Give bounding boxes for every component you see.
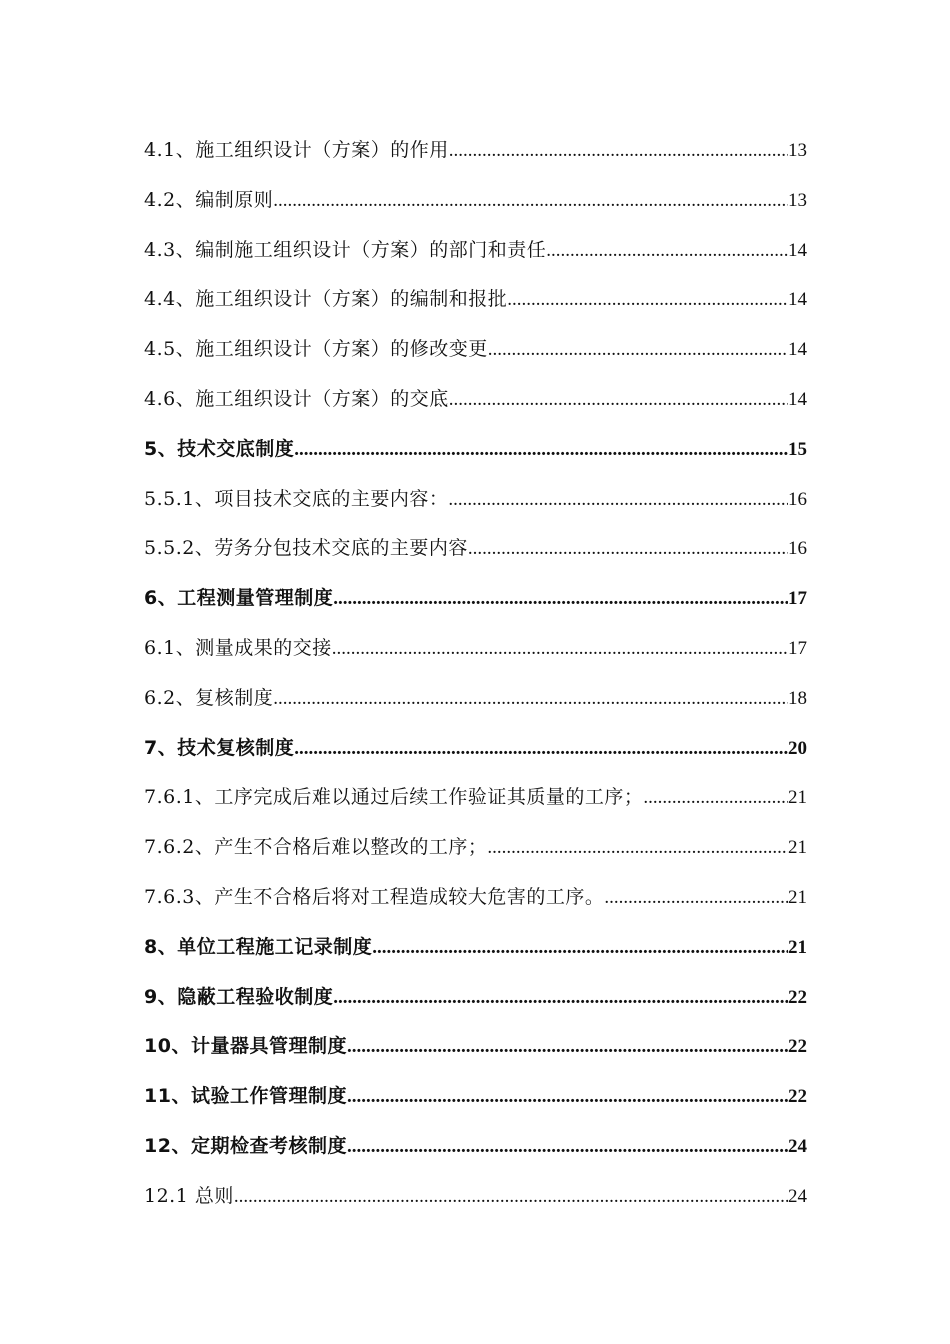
toc-entry[interactable] [144, 674, 807, 724]
toc-entry[interactable] [144, 973, 807, 1023]
toc-entry[interactable] [144, 1022, 807, 1072]
toc-dot-leader [487, 823, 788, 873]
toc-dot-leader [347, 1122, 788, 1172]
toc-dot-leader [507, 275, 788, 325]
toc-entry-title: 4.1、施工组织设计（方案）的作用 [144, 139, 449, 161]
toc-entry[interactable] [144, 375, 807, 425]
toc-page-number: 21 [788, 787, 807, 809]
toc-dot-leader [468, 524, 788, 574]
toc-page-number: 14 [788, 339, 807, 361]
toc-page-number: 24 [788, 1135, 807, 1157]
toc-dot-leader [294, 425, 788, 475]
toc-entry[interactable] [144, 524, 807, 574]
toc-entry[interactable] [144, 923, 807, 973]
toc-page-number: 15 [788, 438, 807, 460]
toc-entry[interactable] [144, 773, 807, 823]
toc-page-number: 13 [788, 189, 807, 211]
toc-dot-leader [643, 773, 788, 823]
table-of-contents [144, 126, 807, 1222]
toc-page-number: 14 [788, 289, 807, 311]
toc-entry-title: 6.1、测量成果的交接 [144, 636, 332, 659]
toc-page-number: 22 [788, 986, 807, 1008]
toc-dot-leader [273, 176, 788, 226]
toc-dot-leader [333, 574, 788, 624]
toc-entry[interactable] [144, 325, 807, 375]
toc-entry[interactable] [144, 126, 807, 176]
toc-page-number: 17 [788, 588, 807, 610]
toc-dot-leader [372, 923, 788, 973]
toc-entry-title: 5、技术交底制度 [144, 437, 295, 460]
toc-entry-title: 9、隐蔽工程验收制度 [144, 985, 334, 1008]
toc-dot-leader [488, 325, 788, 375]
toc-entry-title: 6.2、复核制度 [144, 686, 274, 709]
toc-entry-title: 4.4、施工组织设计（方案）的编制和报批 [144, 288, 508, 311]
toc-entry-title: 7、技术复核制度 [144, 736, 295, 759]
toc-dot-leader [604, 873, 788, 923]
toc-dot-leader [448, 475, 788, 525]
toc-entry[interactable] [144, 823, 807, 873]
toc-page-number: 14 [788, 388, 807, 410]
toc-entry-title: 6、工程测量管理制度 [144, 587, 334, 610]
toc-entry-title: 4.3、编制施工组织设计（方案）的部门和责任 [144, 238, 547, 261]
toc-page-number: 21 [788, 886, 807, 908]
toc-dot-leader [347, 1072, 788, 1122]
toc-page-number: 13 [788, 140, 807, 161]
toc-entry-title: 8、单位工程施工记录制度 [144, 935, 373, 958]
toc-page-number: 24 [788, 1185, 807, 1207]
toc-entry[interactable] [144, 574, 807, 624]
toc-entry-title: 7.6.1、工序完成后难以通过后续工作验证其质量的工序； [144, 786, 644, 809]
toc-dot-leader [449, 375, 788, 425]
toc-entry[interactable] [144, 275, 807, 325]
toc-entry[interactable] [144, 724, 807, 774]
toc-page-number: 22 [788, 1086, 807, 1108]
toc-entry-title: 4.5、施工组织设计（方案）的修改变更 [144, 338, 488, 361]
toc-dot-leader [332, 624, 788, 674]
toc-entry[interactable] [144, 475, 807, 525]
toc-dot-leader [234, 1172, 788, 1222]
toc-dot-leader [333, 973, 788, 1023]
toc-entry[interactable] [144, 1072, 807, 1122]
toc-entry[interactable] [144, 226, 807, 276]
toc-page-number: 17 [788, 637, 807, 659]
toc-page-number: 20 [788, 737, 807, 759]
toc-entry-title: 12、定期检查考核制度 [144, 1134, 347, 1157]
toc-page-number: 21 [788, 837, 807, 859]
toc-page-number: 16 [788, 488, 807, 510]
toc-dot-leader [294, 724, 788, 774]
toc-page-number: 14 [788, 239, 807, 261]
toc-entry[interactable] [144, 425, 807, 475]
toc-entry[interactable] [144, 1172, 807, 1222]
toc-entry-title: 11、试验工作管理制度 [144, 1085, 347, 1108]
toc-page-number: 16 [788, 538, 807, 560]
toc-page-number: 22 [788, 1036, 807, 1058]
toc-entry-title: 12.1 总则 [144, 1184, 234, 1207]
toc-entry[interactable] [144, 624, 807, 674]
toc-entry-title: 5.5.1、项目技术交底的主要内容： [144, 487, 449, 510]
toc-entry-title: 7.6.2、产生不合格后难以整改的工序； [144, 836, 488, 859]
toc-entry-title: 10、计量器具管理制度 [144, 1035, 347, 1058]
toc-entry-title: 5.5.2、劳务分包技术交底的主要内容 [144, 537, 468, 560]
toc-dot-leader [546, 226, 788, 276]
toc-entry-title: 4.2、编制原则 [144, 188, 274, 211]
toc-dot-leader [449, 126, 788, 176]
toc-entry[interactable] [144, 1122, 807, 1172]
toc-entry-title: 4.6、施工组织设计（方案）的交底 [144, 387, 449, 410]
toc-page-number: 18 [788, 687, 807, 709]
toc-dot-leader [273, 674, 788, 724]
toc-entry-title: 7.6.3、产生不合格后将对工程造成较大危害的工序。 [144, 885, 605, 908]
toc-page-number: 21 [788, 936, 807, 958]
toc-dot-leader [347, 1022, 788, 1072]
toc-entry[interactable] [144, 873, 807, 923]
toc-entry[interactable] [144, 176, 807, 226]
